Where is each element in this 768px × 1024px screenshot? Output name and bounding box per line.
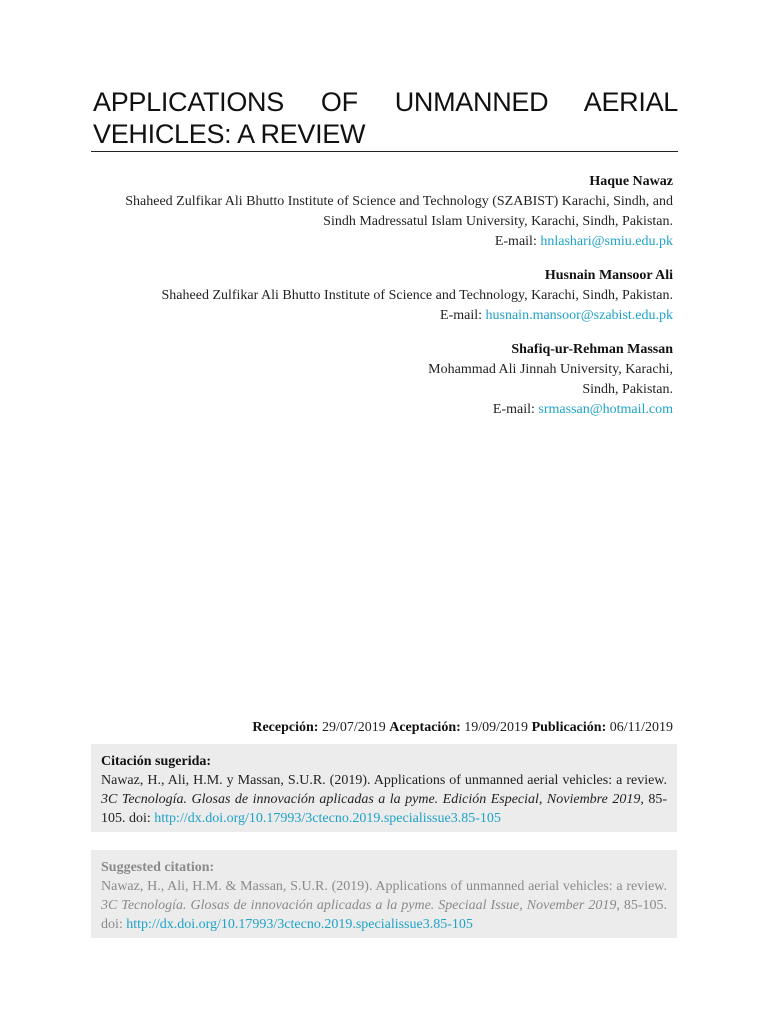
author-name: Husnain Mansoor Ali [544, 268, 673, 283]
email-label: E-mail: [440, 308, 486, 323]
doi-link[interactable]: http://dx.doi.org/10.17993/3ctecno.2019.specialissue3.85-105 [126, 917, 473, 932]
received-date: 29/07/2019 [321, 720, 386, 735]
citation-journal: 3C Tecnología. Glosas de innovación aplicadas a la pyme. Edición Especial, Noviembre 2019 [101, 792, 641, 807]
email-label: E-mail: [492, 402, 539, 417]
citation-pages: , 85-105. doi: [101, 898, 667, 932]
author-email-line [93, 400, 673, 420]
title-divider [91, 151, 678, 152]
email-link[interactable]: hnlashari@smiu.edu.pk [540, 234, 673, 249]
author-affiliation: Mohammad Ali Jinnah University, Karachi, [428, 362, 673, 377]
email-link[interactable]: husnain.mansoor@szabist.edu.pk [485, 308, 673, 323]
accepted-date: 19/09/2019 [464, 720, 529, 735]
email-link[interactable]: srmassan@hotmail.com [538, 402, 673, 417]
published-label: Publicación: [531, 720, 607, 735]
citation-heading: Citación sugerida: [101, 754, 212, 769]
author-affiliation: Sindh Madressatul Islam University, Karachi, Sindh, Pakistan. [323, 214, 673, 229]
citation-text: Nawaz, H., Ali, H.M. & Massan, S.U.R. (2019). Applications of unmanned aerial vehicles: a review. [101, 879, 667, 894]
suggested-citation-es [91, 744, 677, 832]
author-affiliation: Shaheed Zulfikar Ali Bhutto Institute of Science and Technology (SZABIST) Karachi, Sindh, and [125, 194, 673, 209]
author-email-line [93, 232, 673, 252]
citation-heading: Suggested citation: [101, 860, 215, 875]
author-affiliation: Sindh, Pakistan. [582, 382, 673, 397]
publication-dates [93, 718, 673, 738]
author-name: Haque Nawaz [589, 174, 673, 189]
author-affiliation: Shaheed Zulfikar Ali Bhutto Institute of Science and Technology, Karachi, Sindh, Pakistan. [161, 288, 673, 303]
received-label: Recepción: [252, 720, 319, 735]
author-block [93, 340, 673, 420]
citation-text: Nawaz, H., Ali, H.M. y Massan, S.U.R. (2019). Applications of unmanned aerial vehicles: a review. [101, 773, 667, 788]
accepted-label: Aceptación: [389, 720, 461, 735]
paper-title: APPLICATIONS OF UNMANNED AERIAL VEHICLES: A REVIEW [93, 87, 678, 149]
author-list [93, 172, 673, 434]
email-label: E-mail: [494, 234, 541, 249]
citation-pages: , 85-105. doi: [101, 792, 667, 826]
citation-journal: 3C Tecnología. Glosas de innovación aplicadas a la pyme. Speciaal Issue, November 2019 [101, 898, 617, 913]
suggested-citation-en [91, 850, 677, 938]
published-date: 06/11/2019 [609, 720, 673, 735]
citation-body [101, 771, 667, 828]
author-name: Shafiq-ur-Rehman Massan [511, 342, 673, 357]
author-block [93, 172, 673, 252]
author-email-line [93, 306, 673, 326]
doi-link[interactable]: http://dx.doi.org/10.17993/3ctecno.2019.specialissue3.85-105 [154, 811, 501, 826]
citation-body [101, 877, 667, 934]
author-block [93, 266, 673, 326]
